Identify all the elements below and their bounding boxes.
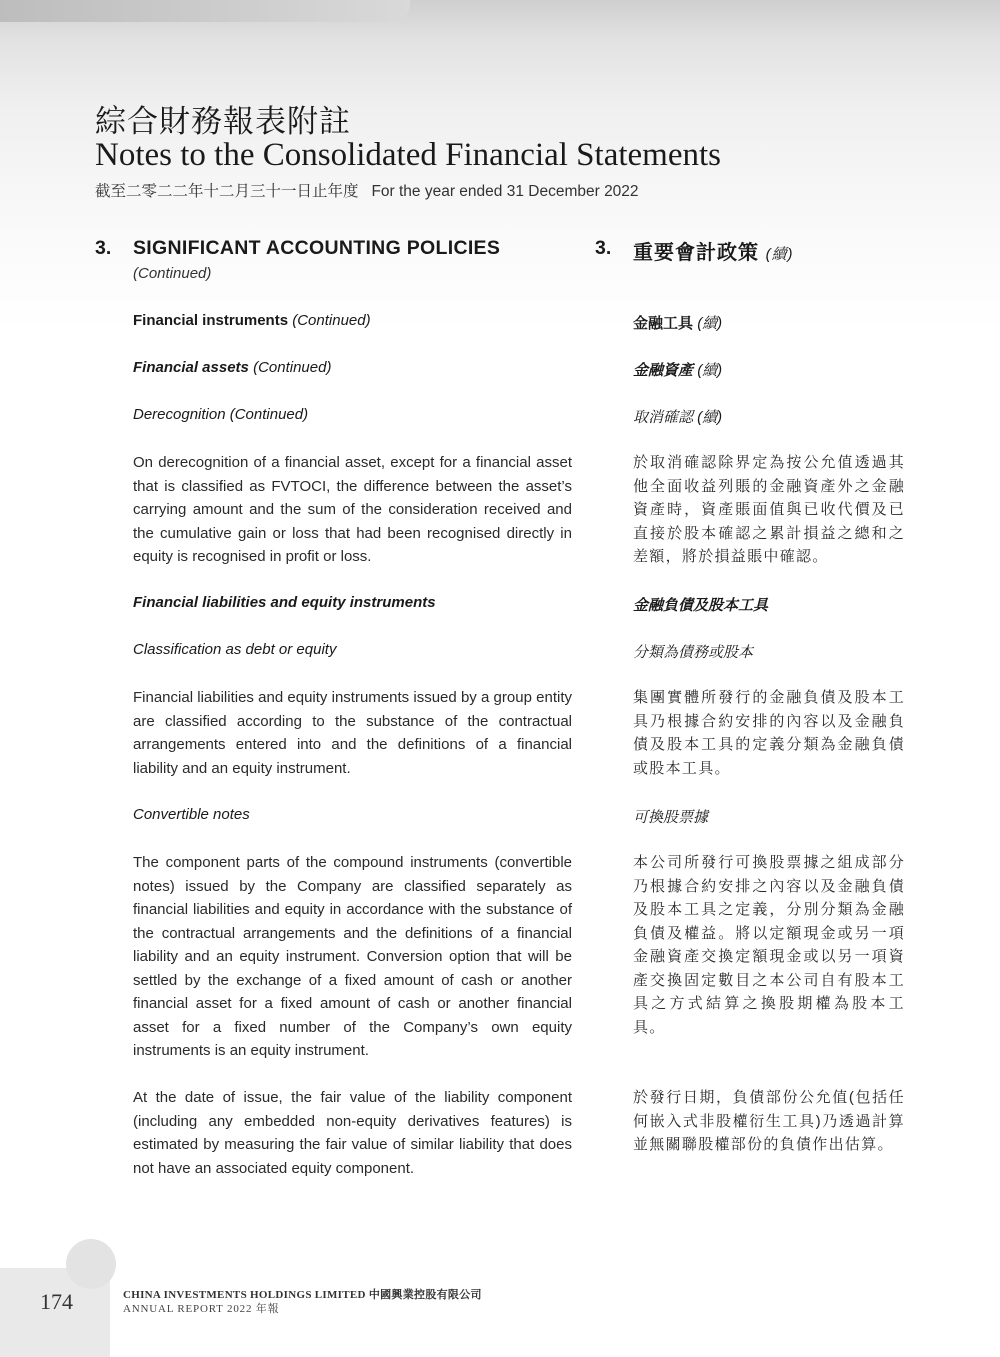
heading-continued: (Continued) — [253, 359, 332, 376]
heading-continued: (續) — [697, 315, 723, 332]
heading-financial-instruments-en — [133, 312, 371, 329]
heading-convertible-en: Convertible notes — [133, 806, 250, 823]
heading-liabilities-equity-cn: 金融負債及股本工具 — [633, 597, 769, 614]
subtitle-cn: 截至二零二二年十二月三十一日止年度 — [95, 183, 359, 200]
section-title-cn-text: 重要會計政策 — [633, 242, 759, 264]
heading-financial-assets-en — [133, 359, 331, 376]
paragraph-derecognition-cn: 於取消確認除界定為按公允值透過其他全面收益列賬的金融資產外之金融資產時，資產賬面值與已收代價及已直接於股本確認之累計損益之總和之差額，將於損益賬中確認。 — [633, 454, 905, 565]
paragraph-convertible-cn: 本公司所發行可換股票據之組成部分乃根據合約安排之內容以及金融負債及股本工具之定義，分別分類為金融負債及權益。將以定額現金或另一項金融資產交換定額現金或以另一項資產交換固定數目之本公司自有股本工具之方式結算之換股期權為股本工具。 — [633, 854, 905, 1036]
heading-continued: (Continued) — [292, 312, 371, 329]
page-title-cn: 綜合財務報表附註 — [95, 104, 351, 140]
paragraph-derecognition-en: On derecognition of a financial asset, except for a financial asset that is classified as FVTOCI, the difference between the asset’s carrying amount and the sum of the consideration received and the cumulative gain or loss that had been recognised directly in equity is recognised in profit or loss. — [133, 454, 572, 565]
paragraph-classification-cn: 集團實體所發行的金融負債及股本工具乃根據合約安排的內容以及金融負債及股本工具的定義分類為金融負債或股本工具。 — [633, 689, 905, 777]
paragraph-issue-date-en: At the date of issue, the fair value of the liability component (including any embedded non-equity derivatives features) is estimated by measuring the fair value of similar liability that does not have an associated equity component. — [133, 1089, 572, 1177]
heading-derecognition-cn: 取消確認 (續) — [633, 409, 723, 426]
heading-text: Financial assets — [133, 359, 249, 376]
section-number-en: 3. — [95, 237, 112, 259]
heading-text: Financial instruments — [133, 312, 289, 329]
heading-classification-en: Classification as debt or equity — [133, 641, 337, 658]
heading-derecognition-en: Derecognition (Continued) — [133, 406, 309, 423]
heading-financial-instruments-cn — [633, 312, 722, 333]
header-accent-bar — [0, 0, 410, 22]
section-continued-cn: (續) — [765, 246, 794, 263]
page-subtitle — [95, 179, 639, 201]
heading-financial-assets-cn — [633, 359, 722, 380]
page-number: 174 — [40, 1289, 73, 1314]
heading-classification-cn: 分類為債務或股本 — [633, 644, 754, 661]
heading-text: 金融工具 — [633, 315, 694, 332]
section-title-cn — [633, 236, 794, 265]
paragraph-convertible-en: The component parts of the compound instruments (convertible notes) issued by the Company are classified separately as financial liabilities and equity in accordance with the substance of the contractual arrangements and the definitions of a financial liability and an equity instrument. Conversion option that will be settled by the exchange of a fixed amount of cash or another financial asset for a fixed amount of cash or another financial asset for a fixed number of the Company’s own equity instruments is an equity instrument. — [133, 854, 572, 1059]
heading-liabilities-equity-en: Financial liabilities and equity instruments — [133, 594, 436, 611]
footer-decorative-circle — [66, 1239, 116, 1289]
footer-company-name: CHINA INVESTMENTS HOLDINGS LIMITED 中國興業控股有限公司 — [123, 1289, 482, 1301]
heading-convertible-cn: 可換股票據 — [633, 809, 709, 826]
heading-continued: (續) — [697, 362, 723, 379]
footer-report-label: ANNUAL REPORT 2022 年報 — [123, 1303, 280, 1315]
page-title-en: Notes to the Consolidated Financial Statements — [95, 137, 721, 173]
section-number-cn: 3. — [595, 237, 612, 259]
subtitle-en: For the year ended 31 December 2022 — [371, 183, 639, 200]
paragraph-classification-en: Financial liabilities and equity instruments issued by a group entity are classified according to the substance of the contractual arrangements entered into and the definitions of a financial liability and an equity instrument. — [133, 689, 572, 777]
heading-text: 金融資產 — [633, 362, 694, 379]
section-title-en: SIGNIFICANT ACCOUNTING POLICIES — [133, 237, 501, 259]
paragraph-issue-date-cn: 於發行日期，負債部份公允值(包括任何嵌入式非股權衍生工具)乃透過計算並無關聯股權部份的負債作出估算。 — [633, 1089, 905, 1153]
section-continued-en: (Continued) — [133, 265, 212, 282]
